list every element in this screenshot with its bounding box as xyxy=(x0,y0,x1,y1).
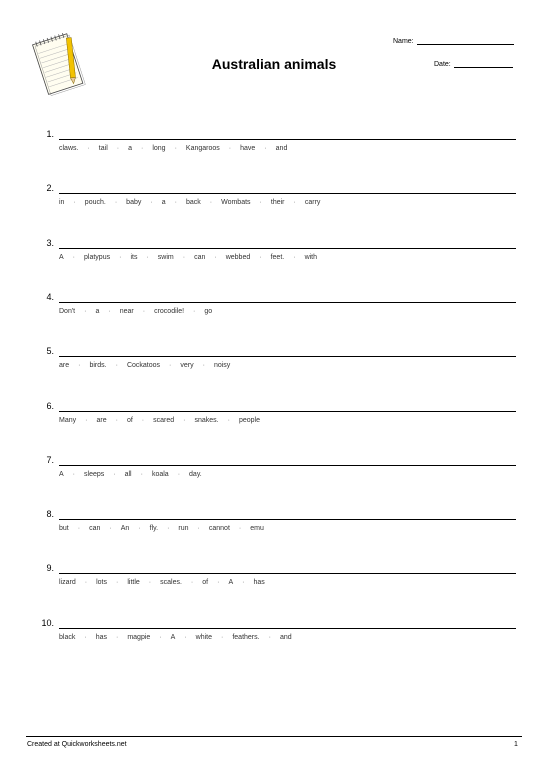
word-token: people xyxy=(238,416,260,424)
word-separator: · xyxy=(109,525,112,533)
word-token: with xyxy=(304,253,318,261)
word-separator: · xyxy=(115,416,118,424)
word-token: of xyxy=(202,579,209,587)
word-separator: · xyxy=(238,525,242,533)
answer-line[interactable] xyxy=(59,139,516,140)
word-separator: · xyxy=(167,525,170,533)
word-token: and xyxy=(275,145,288,152)
word-token: has xyxy=(253,579,265,587)
word-separator: · xyxy=(140,470,143,478)
word-separator: · xyxy=(87,145,90,152)
word-separator: · xyxy=(73,199,76,207)
word-separator: · xyxy=(146,253,149,261)
word-separator: · xyxy=(293,199,296,207)
word-token: a xyxy=(161,199,166,207)
word-token: noisy xyxy=(213,362,231,370)
scrambled-words xyxy=(59,145,287,152)
word-token: run xyxy=(178,525,189,533)
question-number: 8. xyxy=(46,509,54,520)
word-token: feathers. xyxy=(232,633,260,641)
word-token: and xyxy=(279,633,292,641)
scrambled-words xyxy=(59,362,230,369)
question-row xyxy=(0,618,548,658)
word-token: can xyxy=(194,253,206,261)
question-row xyxy=(0,346,548,386)
footer-divider xyxy=(26,736,522,737)
word-token: in xyxy=(59,199,65,207)
word-token: feet. xyxy=(270,253,285,261)
word-token: a xyxy=(95,307,100,315)
question-row xyxy=(0,455,548,495)
word-separator: · xyxy=(227,416,230,424)
date-field xyxy=(434,61,513,68)
word-token: Wombats xyxy=(221,199,251,207)
scrambled-words xyxy=(59,471,202,478)
word-token: a xyxy=(128,145,132,152)
word-token: have xyxy=(240,145,256,152)
word-token: back xyxy=(185,199,201,207)
word-separator: · xyxy=(115,362,118,370)
word-separator: · xyxy=(138,525,141,533)
word-separator: · xyxy=(221,633,224,641)
word-separator: · xyxy=(115,633,119,641)
word-separator: · xyxy=(268,633,271,641)
question-row xyxy=(0,563,548,603)
word-token: A xyxy=(59,253,64,261)
scrambled-words xyxy=(59,417,260,424)
word-separator: · xyxy=(293,253,296,261)
word-separator: · xyxy=(197,525,200,533)
word-separator: · xyxy=(202,362,205,370)
answer-line[interactable] xyxy=(59,519,516,520)
word-separator: · xyxy=(228,145,232,152)
question-row xyxy=(0,292,548,332)
word-separator: · xyxy=(108,307,111,315)
date-blank-line[interactable] xyxy=(454,61,513,68)
name-field xyxy=(393,38,514,45)
word-separator: · xyxy=(184,633,187,641)
word-token: baby xyxy=(126,199,142,207)
question-row xyxy=(0,509,548,549)
word-token: go xyxy=(204,307,213,315)
word-separator: · xyxy=(142,307,146,315)
question-number: 9. xyxy=(46,563,54,574)
word-token: magpie xyxy=(127,633,151,641)
word-token: black xyxy=(59,633,76,641)
word-token: lizard xyxy=(59,579,76,587)
answer-line[interactable] xyxy=(59,465,516,466)
word-separator: · xyxy=(159,633,162,641)
word-token: has xyxy=(95,633,107,641)
word-token: scales. xyxy=(160,579,182,587)
word-separator: · xyxy=(114,199,118,207)
word-separator: · xyxy=(193,307,196,315)
word-token: A xyxy=(228,579,234,587)
word-separator: · xyxy=(209,199,213,207)
answer-line[interactable] xyxy=(59,248,516,249)
word-token: platypus xyxy=(84,253,111,261)
word-token: fly. xyxy=(149,525,159,533)
word-token: can xyxy=(89,525,101,533)
date-label: Date: xyxy=(434,61,451,68)
word-token: pouch. xyxy=(84,199,106,207)
word-token: carry xyxy=(304,199,321,207)
word-token: scared xyxy=(153,416,175,424)
word-separator: · xyxy=(116,145,120,152)
word-separator: · xyxy=(242,579,245,587)
question-number: 10. xyxy=(41,617,54,628)
word-token: cannot xyxy=(208,525,230,533)
word-token: lots xyxy=(96,579,107,587)
question-number: 3. xyxy=(46,237,54,248)
scrambled-words xyxy=(59,308,212,315)
word-separator: · xyxy=(264,145,267,152)
word-separator: · xyxy=(141,145,144,152)
answer-line[interactable] xyxy=(59,573,516,574)
word-separator: · xyxy=(214,253,217,261)
page-number: 1 xyxy=(514,741,518,748)
word-token: birds. xyxy=(89,362,107,370)
question-number: 1. xyxy=(46,129,54,139)
word-separator: · xyxy=(169,362,172,370)
scrambled-words xyxy=(59,634,292,641)
word-separator: · xyxy=(183,416,186,424)
answer-line[interactable] xyxy=(59,302,516,303)
footer-credit: Created at Quickworksheets.net xyxy=(27,741,127,748)
word-token: webbed xyxy=(225,253,251,261)
word-separator: · xyxy=(174,145,177,152)
word-token: of xyxy=(126,416,133,424)
word-separator: · xyxy=(84,579,88,587)
word-token: Don't xyxy=(59,307,76,315)
word-token: claws. xyxy=(59,145,79,152)
word-token: Kangaroos xyxy=(185,145,220,152)
word-separator: · xyxy=(85,416,88,424)
word-token: but xyxy=(59,525,69,533)
word-separator: · xyxy=(182,253,186,261)
scrambled-words xyxy=(59,199,320,206)
answer-line[interactable] xyxy=(59,628,516,629)
word-token: are xyxy=(59,362,70,370)
scrambled-words xyxy=(59,579,265,586)
word-token: their xyxy=(270,199,285,207)
word-token: emu xyxy=(250,525,264,533)
word-token: swim xyxy=(157,253,174,261)
answer-line[interactable] xyxy=(59,411,516,412)
word-token: sleeps xyxy=(84,470,105,478)
word-token: Many xyxy=(59,416,77,424)
word-token: A xyxy=(170,633,176,641)
word-token: snakes. xyxy=(194,416,219,424)
word-separator: · xyxy=(190,579,194,587)
word-separator: · xyxy=(72,253,76,261)
word-token: its xyxy=(130,253,138,261)
answer-line[interactable] xyxy=(59,356,516,357)
word-token: crocodile! xyxy=(154,307,185,315)
word-token: A xyxy=(59,470,64,478)
name-blank-line[interactable] xyxy=(417,38,514,45)
word-separator: · xyxy=(84,307,87,315)
word-token: Cockatoos xyxy=(126,362,161,370)
word-separator: · xyxy=(78,362,81,370)
word-separator: · xyxy=(259,199,262,207)
word-separator: · xyxy=(77,525,81,533)
question-number: 7. xyxy=(46,454,54,465)
word-separator: · xyxy=(84,633,87,641)
page-title: Australian animals xyxy=(211,56,337,72)
question-number: 2. xyxy=(46,183,54,194)
answer-line[interactable] xyxy=(59,193,516,194)
word-token: An xyxy=(120,525,130,533)
word-separator: · xyxy=(141,416,145,424)
question-row xyxy=(0,238,548,278)
question-number: 4. xyxy=(46,291,54,302)
word-token: very xyxy=(180,362,194,370)
word-token: koala xyxy=(151,470,169,478)
scrambled-words xyxy=(59,254,317,261)
word-separator: · xyxy=(150,199,153,207)
word-token: day. xyxy=(189,470,202,478)
word-separator: · xyxy=(174,199,177,207)
question-row xyxy=(0,183,548,223)
word-separator: · xyxy=(259,253,262,261)
word-separator: · xyxy=(72,470,76,478)
question-number: 5. xyxy=(46,346,54,357)
word-separator: · xyxy=(115,579,119,587)
word-separator: · xyxy=(217,579,220,587)
word-separator: · xyxy=(177,470,181,478)
question-row xyxy=(0,401,548,441)
word-token: are xyxy=(96,416,107,424)
word-token: tail xyxy=(98,145,108,152)
word-separator: · xyxy=(148,579,152,587)
word-token: long xyxy=(152,145,166,152)
word-separator: · xyxy=(119,253,122,261)
name-label: Name: xyxy=(393,38,414,45)
question-number: 6. xyxy=(46,400,54,411)
scrambled-words xyxy=(59,525,264,532)
question-row xyxy=(0,129,548,169)
word-token: near xyxy=(119,307,134,315)
word-token: white xyxy=(195,633,212,641)
word-token: all xyxy=(124,470,132,478)
word-token: little xyxy=(127,579,140,587)
word-separator: · xyxy=(113,470,116,478)
